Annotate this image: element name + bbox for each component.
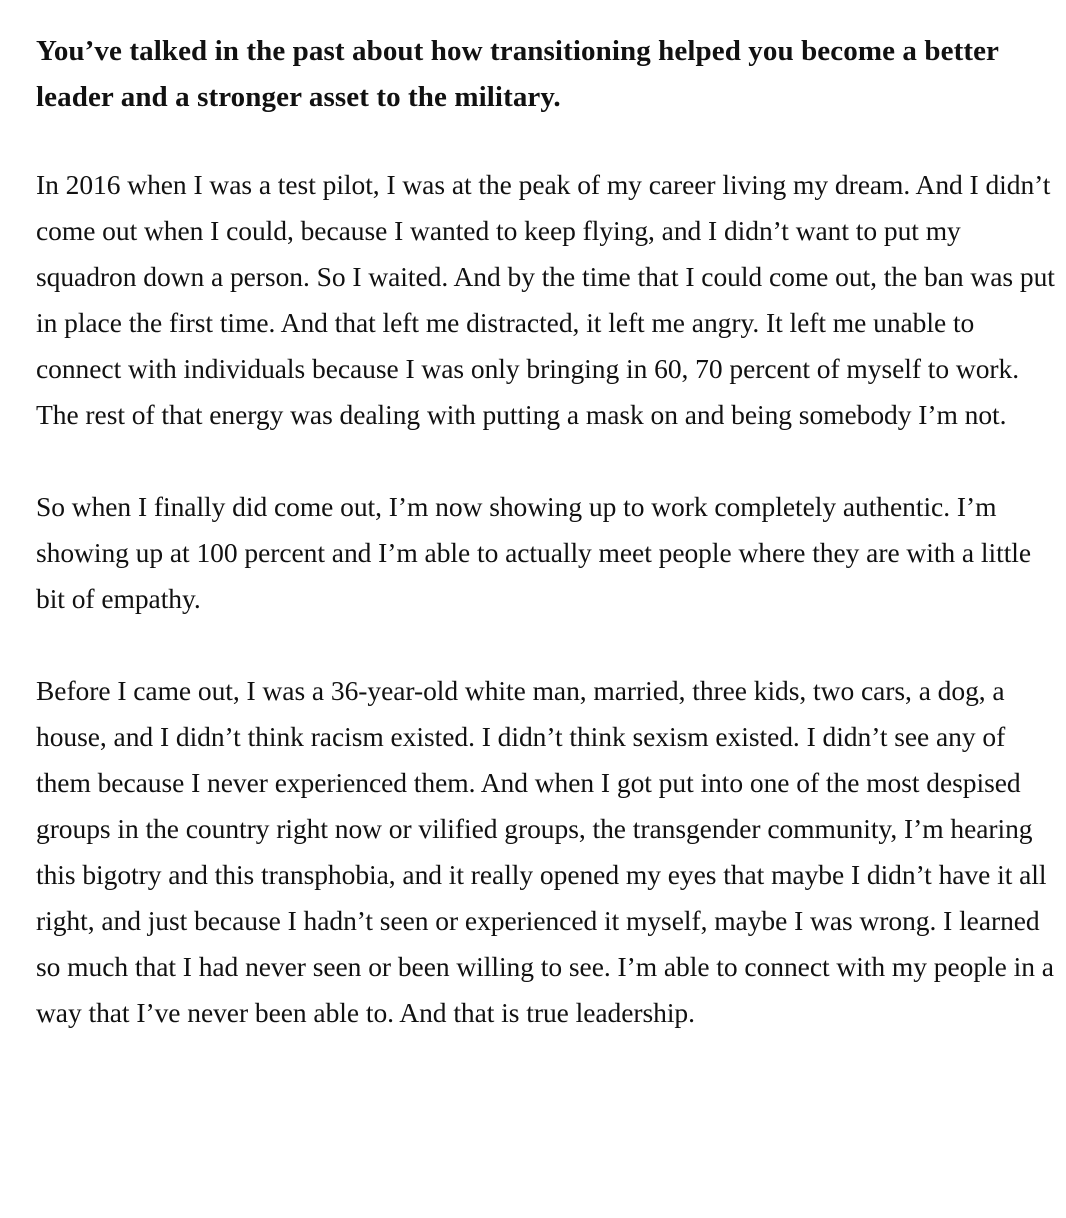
article-body (36, 28, 1056, 1036)
answer-paragraph: Before I came out, I was a 36-year-old white man, married, three kids, two cars, a dog, a house, and I didn’t think racism existed. I didn’t think sexism existed. I didn’t see any of them because I never experienced them. And when I got put into one of the most despised groups in the country right now or vilified groups, the transgender community, I’m hearing this bigotry and this transphobia, and it really opened my eyes that maybe I didn’t have it all right, and just because I hadn’t seen or experienced it myself, maybe I was wrong. I learned so much that I had never seen or been willing to see. I’m able to connect with my people in a way that I’ve never been able to. And that is true leadership. (36, 675, 1054, 1028)
interview-question: You’ve talked in the past about how transitioning helped you become a better leader and a stronger asset to the military. (36, 35, 999, 113)
answer-paragraph: So when I finally did come out, I’m now showing up to work completely authentic. I’m showing up at 100 percent and I’m able to actually meet people where they are with a little bit of empathy. (36, 491, 1032, 614)
answer-paragraph: In 2016 when I was a test pilot, I was at the peak of my career living my dream. And I didn’t come out when I could, because I wanted to keep flying, and I didn’t want to put my squadron down a person. So I waited. And by the time that I could come out, the ban was put in place the first time. And that left me distracted, it left me angry. It left me unable to connect with individuals because I was only bringing in 60, 70 percent of myself to work. The rest of that energy was dealing with putting a mask on and being somebody I’m not. (36, 169, 1055, 430)
